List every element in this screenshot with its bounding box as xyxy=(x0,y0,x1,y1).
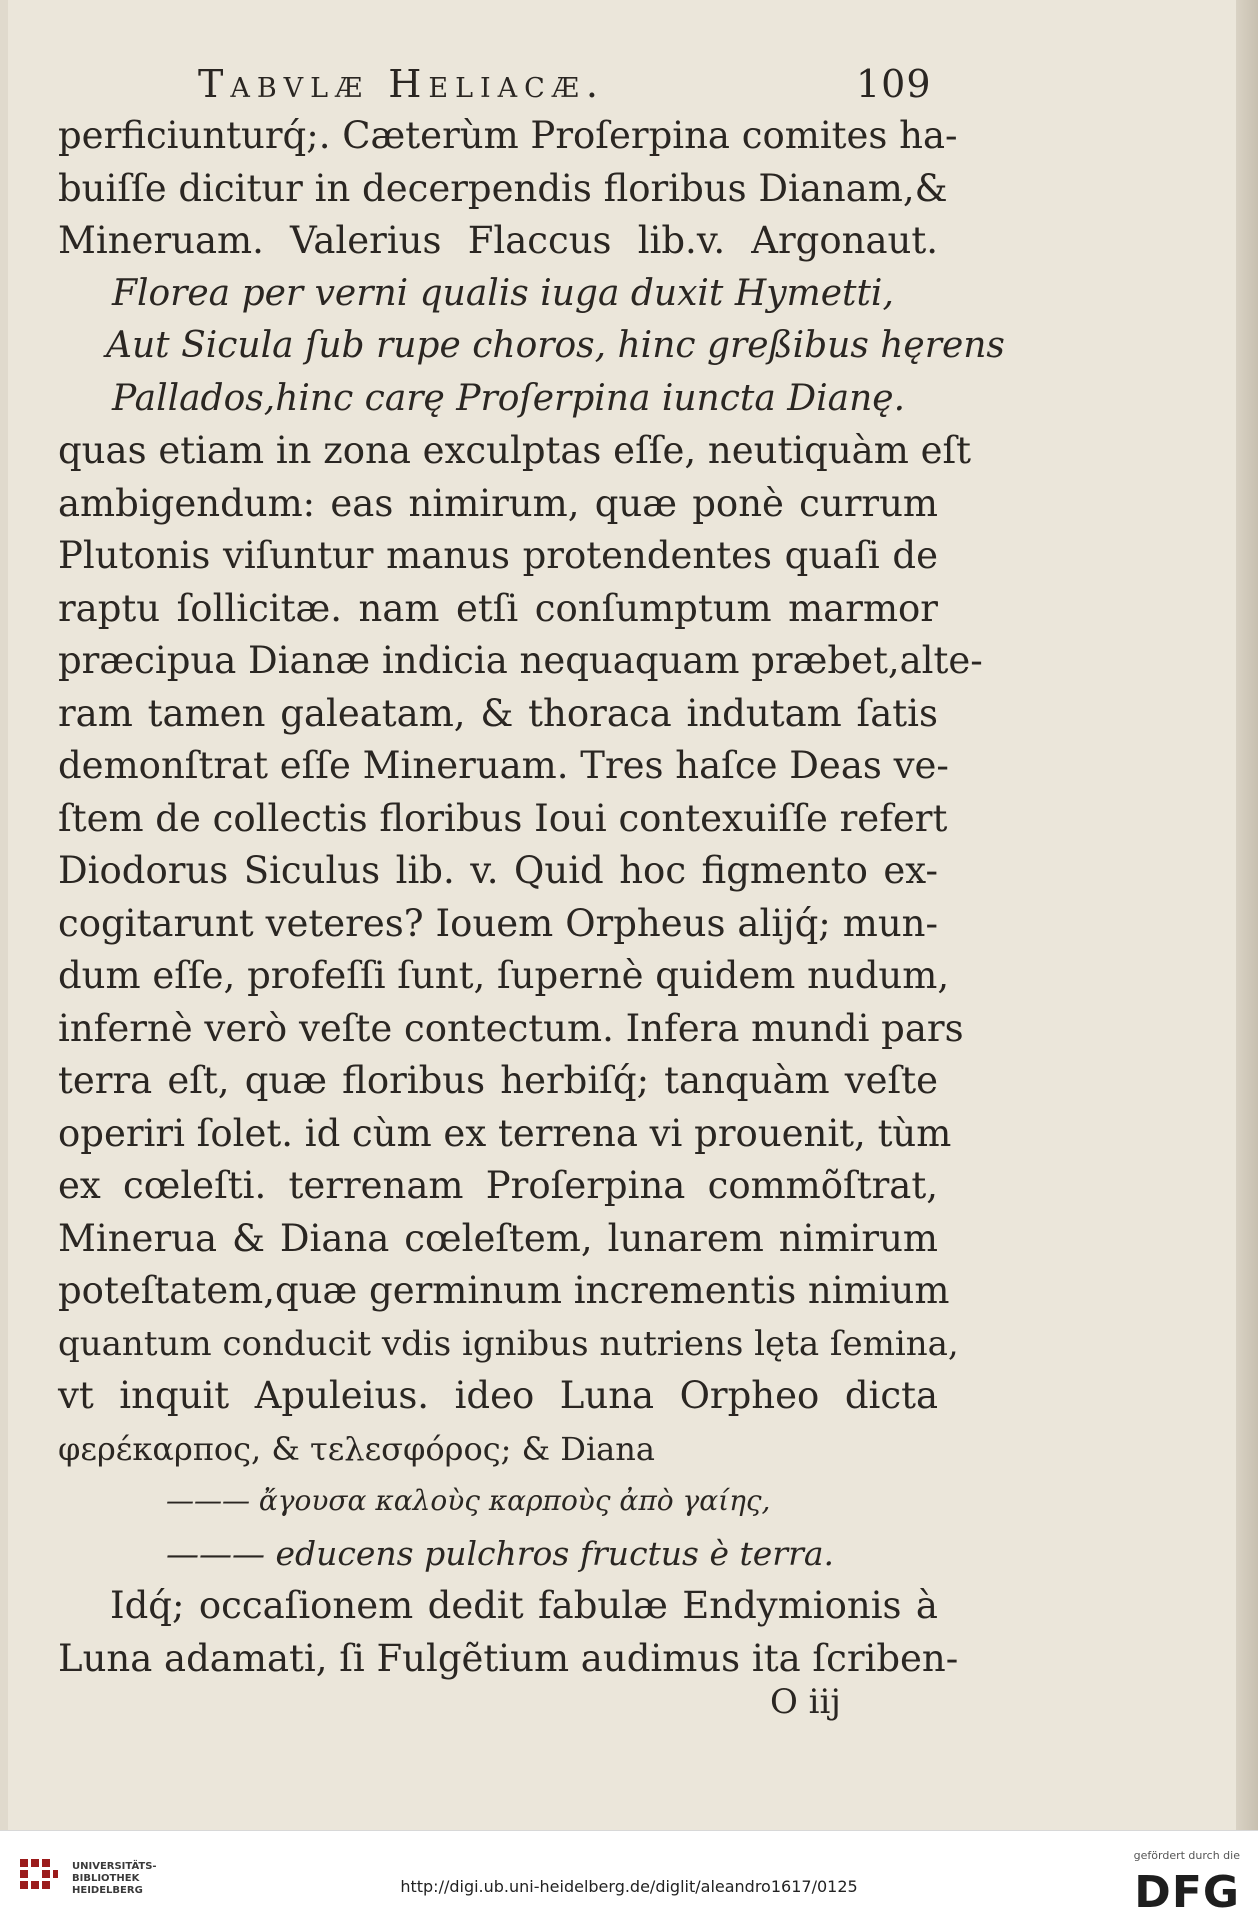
text-line: perficiunturq́;. Cæterùm Proſerpina comites ha- xyxy=(58,114,958,157)
running-header xyxy=(58,58,938,110)
greek-text-line: φερέκαρπος, & τελεσφόρος; & Diana xyxy=(58,1429,655,1468)
verse-line: Aut Sicula ſub rupe choros, hinc greßibus hęrens xyxy=(106,325,1005,366)
text-line: Luna adamati, ſi Fulgẽtium audimus ita ſcriben- xyxy=(58,1636,959,1680)
text-line: buiſſe dicitur in decerpendis floribus Dianam,& xyxy=(58,166,948,210)
text-line: præcipua Dianæ indicia nequaquam præbet,alte- xyxy=(58,639,983,682)
text-line: ſtem de collectis floribus Ioui contexuiſſe refert xyxy=(58,796,948,840)
text-line: dum eſſe, profeſſi ſunt, ſupernè quidem nudum, xyxy=(58,954,950,997)
text-line: demonſtrat eſſe Mineruam. Tres haſce Deas ve- xyxy=(58,744,949,787)
text-line: quas etiam in zona exculptas eſſe, neutiquàm eſt xyxy=(58,429,972,472)
text-line: ambigendum: eas nimirum, quæ ponè currum xyxy=(58,481,938,525)
dfg-logo-icon: DFG xyxy=(1134,1867,1240,1918)
page-right-edge xyxy=(1236,0,1258,1830)
viewer-footer xyxy=(0,1830,1258,1932)
library-name-line: BIBLIOTHEK xyxy=(72,1873,140,1884)
text-line: poteſtatem,quæ germinum incrementis nimium xyxy=(58,1269,950,1312)
text-line: ex cœleſti. terrenam Proſerpina commõſtrat, xyxy=(58,1164,938,1207)
text-line: Minerua & Diana cœleſtem, lunarem nimirum xyxy=(58,1216,938,1260)
verse-line: Pallados,hinc carę Proſerpina iuncta Dianę. xyxy=(112,377,906,419)
verse-line: Florea per verni qualis iuga duxit Hymetti, xyxy=(112,272,894,314)
latin-verse-line: ——— educens pulchros fructus è terra. xyxy=(166,1533,835,1573)
library-name-line: HEIDELBERG xyxy=(72,1885,143,1896)
funding-caption: gefördert durch die xyxy=(1133,1849,1240,1862)
running-title: Tabvlæ Heliacæ. xyxy=(198,62,605,106)
text-line: raptu ſollicitæ. nam etſi conſumptum marmor xyxy=(58,586,938,630)
page-number: 109 xyxy=(856,62,932,106)
text-line: infernè verò veſte contectum. Infera mundi pars xyxy=(58,1006,964,1050)
catchword-signature: O iij xyxy=(770,1682,841,1722)
page-left-edge xyxy=(0,0,8,1830)
text-line: operiri ſolet. id cùm ex terrena vi prouenit, tùm xyxy=(58,1111,952,1155)
text-line: ram tamen galeatam, & thoraca indutam ſatis xyxy=(58,691,938,735)
text-line: quantum conducit vdis ignibus nutriens lęta ſemina, xyxy=(58,1323,959,1364)
source-url-link[interactable]: http://digi.ub.uni-heidelberg.de/diglit/aleandro1617/0125 xyxy=(400,1877,858,1896)
page-text-block xyxy=(58,58,1005,1685)
text-line: terra eſt, quæ floribus herbiſq́; tanquàm veſte xyxy=(58,1059,938,1102)
text-line: Mineruam. Valerius Flaccus lib.v. Argonaut. xyxy=(58,219,938,262)
paragraph-first-line: Idq́; occaſionem dedit fabulæ Endymionis à xyxy=(110,1584,938,1627)
text-line: cogitarunt veteres? Iouem Orpheus alijq́; mun- xyxy=(58,901,938,945)
greek-verse-line: ——— ἄγουσα καλοὺς καρποὺς ἀπὸ γαίης, xyxy=(166,1484,771,1517)
text-line: Diodorus Siculus lib. v. Quid hoc figmento ex- xyxy=(58,849,938,892)
text-line: vt inquit Apuleius. ideo Luna Orpheo dicta xyxy=(58,1374,938,1417)
library-name-line: UNIVERSITÄTS- xyxy=(72,1861,157,1872)
text-line: Plutonis viſuntur manus protendentes quaſi de xyxy=(58,534,938,577)
